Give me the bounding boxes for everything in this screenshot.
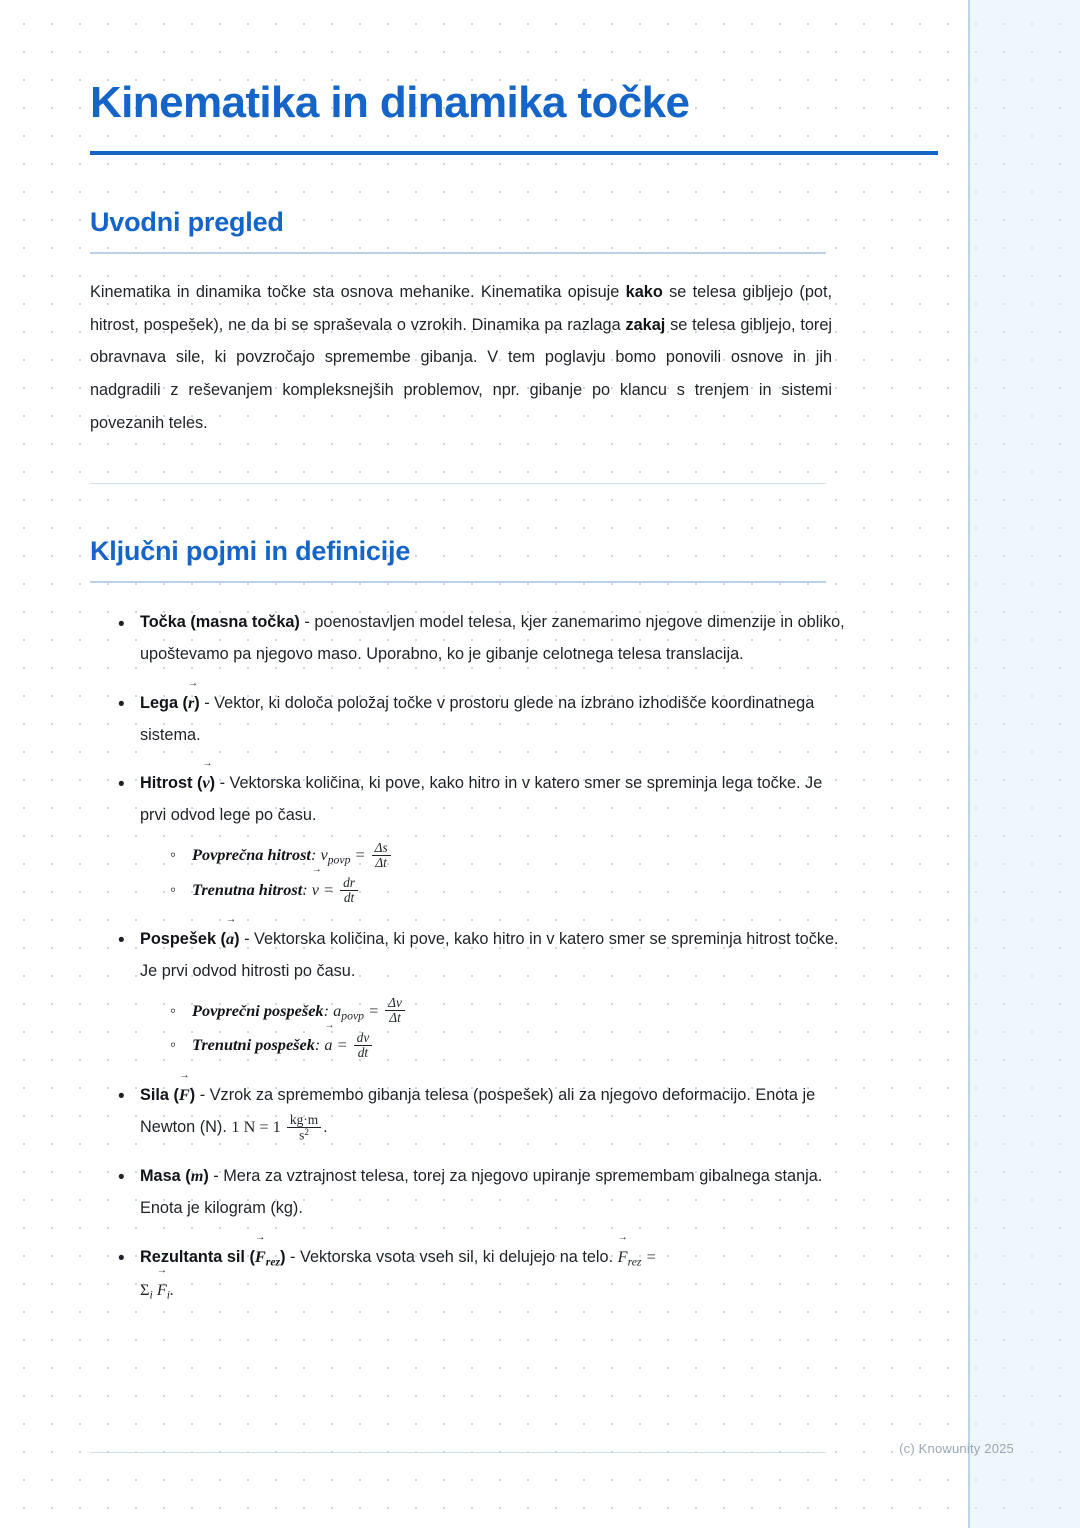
term-lega-text: - Vektor, ki določa položaj točke v prostoru glede na izbrano izhodišče koordinatnega sistema. [140, 693, 815, 744]
term-tocka: Točka (masna točka) [140, 613, 300, 632]
list-item [118, 923, 848, 1063]
formula-rezultanta: $F \to_{rez}$ = $\Sigma_i$ $F \to_i$. [140, 1247, 657, 1299]
section-heading-kljucni-pojmi: Ključni pojmi in definicije [90, 536, 411, 567]
term-sila-post: ) [189, 1085, 196, 1104]
fraction-numerator: dv [354, 1031, 373, 1046]
term-sila-text-after: . [323, 1118, 328, 1137]
term-lega-post: ) [194, 693, 200, 712]
fraction-denominator: Δt [375, 854, 387, 870]
list-item [118, 687, 848, 752]
fraction-numerator: dr [340, 876, 358, 891]
term-rezultanta-text: - Vektorska vsota vseh sil, ki delujejo na telo. [285, 1247, 618, 1266]
vector-v-symbol: v → [202, 767, 209, 799]
vector-F-rez-symbol: F → [255, 1241, 266, 1273]
term-pospesek-post: ) [234, 929, 240, 948]
term-tocka-text: - poenostavljen model telesa, kjer zanemarimo njegove dimenzije in obliko, upoštevamo pa njegovo maso. Uporabno, ko je gibanje celotnega telesa translacija. [140, 613, 845, 663]
term-sila-text: - Vzrok za spremembo gibanja telesa (pospešek) ali za njegovo deformacijo. Enota je Newton (N). [140, 1085, 816, 1137]
term-lega [140, 694, 200, 712]
vector-F-i: F → [157, 1274, 167, 1306]
colon: : [323, 1000, 334, 1020]
section-underline-2 [90, 581, 826, 583]
right-margin-strip [968, 0, 1080, 1528]
fraction-denominator: $s^2$ [299, 1126, 309, 1143]
term-hitrost-post: ) [209, 774, 216, 793]
term-rezultanta-pre: Rezultanta sil ( [140, 1247, 255, 1266]
fraction-denominator: dt [357, 1045, 369, 1061]
fraction [372, 841, 391, 870]
colon: : [302, 879, 312, 899]
sub-list-item [170, 873, 848, 907]
fraction [354, 1031, 373, 1060]
vector-F-symbol: F → [179, 1079, 190, 1111]
list-item [118, 1160, 848, 1225]
term-rezultanta-post: ) [280, 1247, 286, 1266]
term-hitrost-text: - Vektorska količina, ki pove, kako hitro in v katero smer se spreminja lega točke. Je prvi odvod lege po času. [140, 774, 823, 825]
sub-list-pospesek [140, 994, 848, 1063]
label-trenutna-hitrost: Trenutna hitrost [192, 879, 303, 899]
list-item [118, 1079, 848, 1145]
symbol-m: m [190, 1166, 204, 1186]
vector-a-symbol: a → [226, 923, 234, 955]
formula-var: v [320, 844, 328, 864]
term-hitrost-pre: Hitrost ( [140, 774, 203, 793]
fraction-numerator: kg·m [287, 1113, 321, 1128]
title-underline [90, 151, 938, 155]
formula-var: a [333, 1000, 342, 1020]
formula-povprecna-hitrost: $v_{povp}$ = $\frac{\Delta s}{\Delta t}$ [320, 845, 392, 864]
label-trenutni-pospesek: Trenutni pospešek [192, 1035, 315, 1055]
label-povprecni-pospesek: Povprečni pospešek [192, 1000, 324, 1020]
fraction [287, 1113, 321, 1143]
section-divider [90, 483, 826, 484]
document-content [90, 78, 845, 1323]
term-sila [140, 1086, 195, 1104]
term-pospesek-text: - Vektorska količina, ki pove, kako hitro in v katero smer se spreminja hitrost točke. Je prvi odvod hitrosti po času. [140, 929, 839, 980]
term-sila-pre: Sila ( [140, 1085, 179, 1104]
sub-list-item [170, 1028, 848, 1062]
formula-povprecni-pospesek: $a_{povp}$ = $\frac{\Delta v}{\Delta t}$ [333, 1001, 407, 1020]
formula-trenutni-pospesek: a → = $\frac{dv}{dt}$ [324, 1035, 374, 1054]
intro-text-1: Kinematika in dinamika točke sta osnova mehanike. Kinematika opisuje [90, 283, 626, 302]
list-item [118, 767, 848, 907]
list-item [118, 1241, 848, 1307]
section-heading-uvodni-pregled: Uvodni pregled [90, 207, 284, 238]
formula-sub: povp [327, 853, 351, 867]
intro-text-2: se telesa gibljejo (pot, hitrost, pospešek), ne da bi se spraševala o vzrokih. Dinamika pa razlaga [90, 283, 832, 334]
definitions-list [90, 607, 845, 1307]
term-rezultanta [140, 1248, 286, 1266]
term-lega-pre: Lega ( [140, 693, 188, 712]
term-pospesek [140, 930, 240, 948]
label-povprecna-hitrost: Povprečna hitrost [192, 844, 311, 864]
term-masa [140, 1167, 209, 1185]
term-pospesek-pre: Pospešek ( [140, 929, 226, 948]
section-underline [90, 252, 826, 254]
intro-bold-kako: kako [625, 283, 663, 302]
sub-list-item [170, 838, 848, 873]
intro-paragraph [90, 276, 832, 439]
fraction-numerator: Δs [372, 841, 391, 856]
intro-bold-zakaj: zakaj [625, 315, 666, 334]
formula-vector-v: v → [312, 873, 319, 907]
formula-sub: povp [341, 1008, 364, 1022]
fraction [340, 876, 358, 905]
sub-list-item [170, 994, 848, 1029]
fraction-numerator: Δv [385, 996, 405, 1011]
term-masa-text: - Mera za vztrajnost telesa, torej za njegovo upiranje spremembam gibalnega stanja. Enota je kilogram (kg). [140, 1167, 823, 1217]
page-title: Kinematika in dinamika točke [90, 78, 690, 127]
footer-divider [90, 1452, 826, 1453]
formula-trenutna-hitrost: v → = $\frac{dr}{dt}$ [312, 880, 360, 899]
vector-F: F → [618, 1241, 628, 1273]
sub-list-hitrost [140, 838, 848, 907]
term-masa-pre: Masa ( [140, 1167, 191, 1186]
vector-r-symbol: r → [188, 687, 194, 719]
fraction-denominator: dt [343, 889, 355, 905]
list-item [118, 607, 848, 671]
formula-vector-a: a → [324, 1028, 332, 1062]
term-masa-post: ) [203, 1167, 209, 1186]
term-hitrost [140, 774, 215, 792]
fraction [385, 996, 405, 1025]
formula-newton: 1 N = 1 $\frac{kg\cdot m}{s^2}$ [231, 1117, 323, 1136]
footer-copyright: (c) Knowunity 2025 [899, 1441, 1014, 1456]
colon: : [310, 844, 321, 864]
intro-text-3: se telesa gibljejo, torej obravnava sile, ki povzročajo spremembe gibanja. V tem poglavju bomo ponovili osnove in jih nadgradili z reševanjem kompleksnejših problemov, npr. gibanje po klancu s trenjem in sistemi povezanih teles. [90, 315, 833, 432]
fraction-denominator: Δt [389, 1010, 401, 1026]
colon: : [314, 1035, 325, 1055]
term-rezultanta-sub: rez [265, 1254, 281, 1268]
